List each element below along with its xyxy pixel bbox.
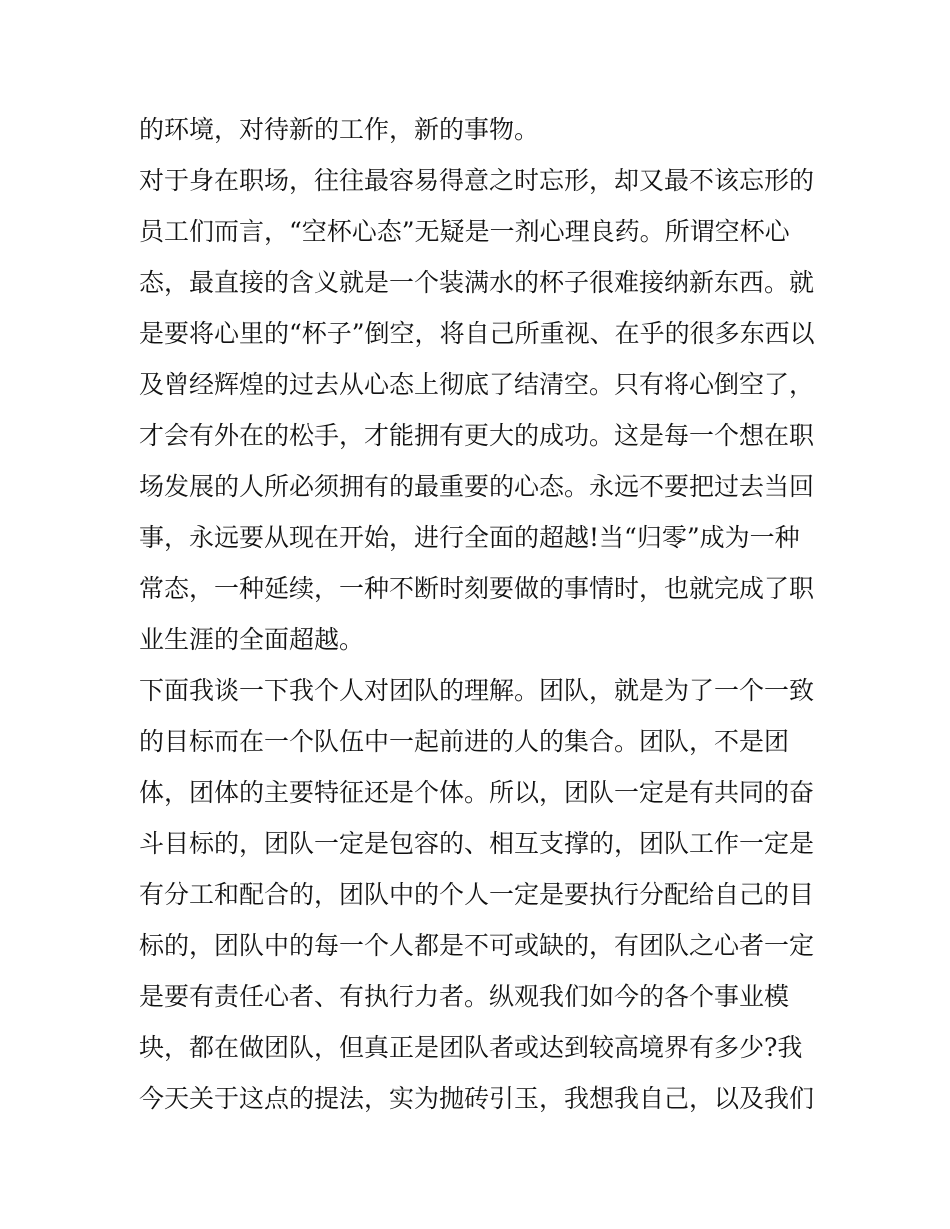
text-line: 是要将心里的“杯子”倒空，将自己所重视、在乎的很多东西以 [139, 319, 815, 348]
text-line: 员工们而言，“空杯心态”无疑是一剂心理良药。所谓空杯心 [139, 217, 790, 246]
text-line: 块，都在做团队，但真正是团队者或达到较高境界有多少?我 [139, 1033, 803, 1062]
text-line: 业生涯的全面超越。 [139, 625, 365, 654]
text-line: 事，永远要从现在开始，进行全面的超越!当“归零”成为一种 [139, 523, 800, 552]
text-line: 的环境，对待新的工作，新的事物。 [139, 115, 540, 144]
text-line: 是要有责任心者、有执行力者。纵观我们如今的各个事业模 [139, 982, 790, 1011]
text-line: 才会有外在的松手，才能拥有更大的成功。这是每一个想在职 [139, 421, 815, 450]
text-line: 对于身在职场，往往最容易得意之时忘形，却又最不该忘形的 [139, 166, 815, 195]
text-line: 有分工和配合的，团队中的个人一定是要执行分配给自己的目 [139, 880, 815, 909]
text-line: 今天关于这点的提法，实为抛砖引玉，我想我自己，以及我们 [139, 1084, 815, 1113]
text-line: 及曾经辉煌的过去从心态上彻底了结清空。只有将心倒空了， [139, 370, 815, 399]
text-line: 斗目标的，团队一定是包容的、相互支撑的，团队工作一定是 [139, 829, 815, 858]
text-line: 常态，一种延续，一种不断时刻要做的事情时，也就完成了职 [139, 574, 815, 603]
text-line: 标的，团队中的每一个人都是不可或缺的，有团队之心者一定 [139, 931, 815, 960]
text-line: 场发展的人所必须拥有的最重要的心态。永远不要把过去当回 [139, 472, 815, 501]
text-line: 体，团体的主要特征还是个体。所以，团队一定是有共同的奋 [139, 778, 815, 807]
text-line: 的目标而在一个队伍中一起前进的人的集合。团队，不是团 [139, 727, 790, 756]
text-line: 下面我谈一下我个人对团队的理解。团队，就是为了一个一致 [139, 676, 815, 705]
text-line: 态，最直接的含义就是一个装满水的杯子很难接纳新东西。就 [139, 268, 815, 297]
